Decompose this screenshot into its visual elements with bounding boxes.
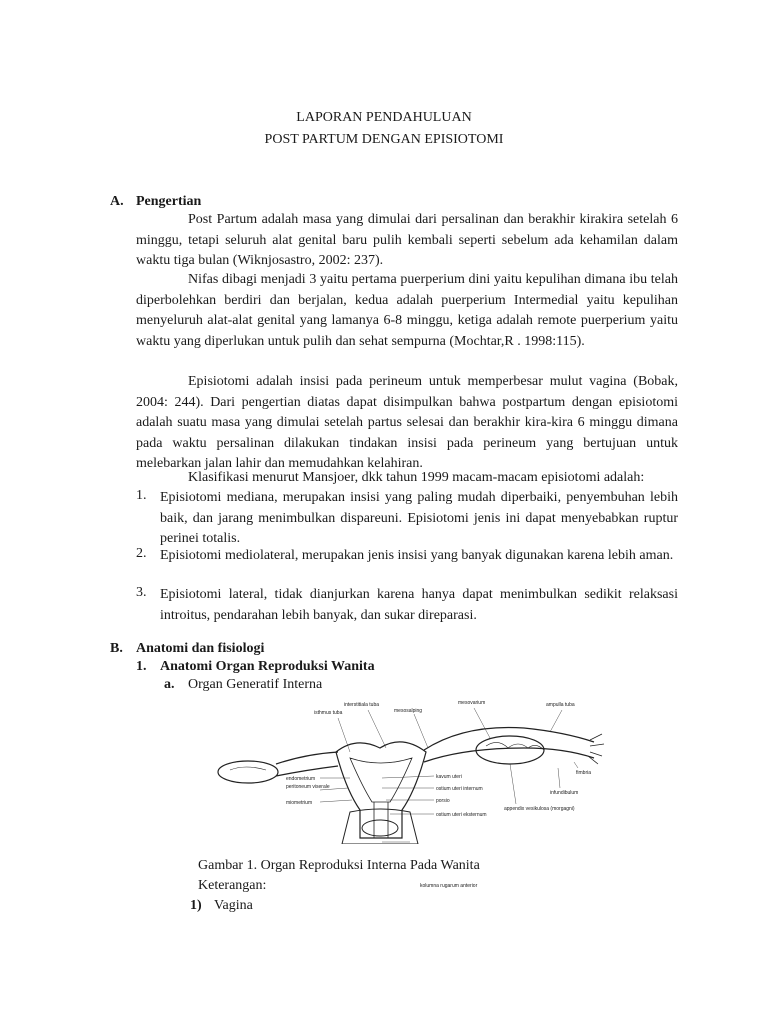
label-peritoneum: peritoneum viserale xyxy=(286,784,330,790)
paragraph-episiotomi: Episiotomi adalah insisi pada perineum untuk memperbesar mulut vagina (Bobak, 2004: 244). Dari pengertian diatas dapat disimpulkan bahwa postpartum dengan episiotomi adalah suatu masa yang dimulai setelah partus selesai dan berakhir kira-kira 6 minggu dimana pada waktu persalinan dilakukan tindakan insisi pada perineum yang bertujuan untuk melebarkan jalan lahir dan memudahkan kelahiran. xyxy=(136,374,678,471)
label-appendix: appendix vesikulosa (morgagni) xyxy=(504,806,575,812)
paragraph-nifas: Nifas dibagi menjadi 3 yaitu pertama puerperium dini yaitu kepulihan dimana ibu telah diperbolehkan berdiri dan berjalan, kedua adalah puerperium Intermedial yaitu kepulihan menyeluruh alat-alat genital yang lamanya 6-8 minggu, ketiga adalah remote puerperium yaitu waktu yang diperlukan untuk pulih dan sehat sempurna (Mochtar,R . 1998:115). xyxy=(136,272,678,349)
paragraph-post-partum: Post Partum adalah masa yang dimulai dari persalinan dan berakhir kirakira setelah 6 minggu, tetapi seluruh alat genital baru pulih kembali seperti sebelum ada kehamilan dalam waktu tiga bulan (Wiknjosastro, 2002: 237). xyxy=(136,212,678,268)
label-ampulla: ampulla tuba xyxy=(546,702,575,708)
document-subtitle: POST PARTUM DENGAN EPISIOTOMI xyxy=(264,132,504,147)
label-mesosalping: mesosalping xyxy=(394,708,423,714)
list-item-mediolateral: Episiotomi mediolateral, merupakan jenis insisi yang banyak digunakan karena lebih aman. xyxy=(160,548,674,563)
list-item-mediana: Episiotomi mediana, merupakan insisi yang paling mudah diperbaiki, penyembuhan lebih baik, dan jarang menimbulkan dispareuni. Episiotomi jenis ini dapat menyebabkan ruptur perinei totalis. xyxy=(160,490,678,546)
label-fimbria: fimbria xyxy=(576,770,592,776)
list-item-lateral: Episiotomi lateral, tidak dianjurkan karena hanya dapat menimbulkan sedikit relaksasi introitus, pendarahan lebih banyak, dan sukar direparasi. xyxy=(160,587,678,623)
document-title: LAPORAN PENDAHULUAN xyxy=(296,110,472,125)
paragraph-klasifikasi: Klasifikasi menurut Mansjoer, dkk tahun 1999 macam-macam episiotomi adalah: xyxy=(188,470,645,485)
subsection-1-heading: Anatomi Organ Reproduksi Wanita xyxy=(160,659,375,674)
list-number-1: 1. xyxy=(136,488,147,503)
subsection-1-number: 1. xyxy=(136,659,147,674)
label-interstitialis: interstitiala tuba xyxy=(344,702,380,708)
uterus-anatomy-figure xyxy=(210,692,610,844)
left-tube-shape xyxy=(276,752,338,764)
label-isthmus: isthmus tuba xyxy=(314,710,343,716)
subsection-a-text: Organ Generatif Interna xyxy=(188,677,323,692)
figure-label-strip xyxy=(380,878,520,890)
left-ovary-shape xyxy=(218,761,278,783)
label-infundibulum: infundibulum xyxy=(550,790,579,796)
list-number-3: 3. xyxy=(136,585,147,600)
label-miometrium: miometrium xyxy=(286,800,313,806)
section-a-heading: Pengertian xyxy=(136,194,202,209)
item-1-number: 1) xyxy=(190,898,202,913)
subsection-a-letter: a. xyxy=(164,677,175,692)
label-mesovarium: mesovarium xyxy=(458,700,486,706)
right-tube-shape xyxy=(424,727,594,750)
label-porsio: porsio xyxy=(436,798,450,804)
list-number-2: 2. xyxy=(136,546,147,561)
item-1-text: Vagina xyxy=(214,898,253,913)
section-a-letter: A. xyxy=(110,194,124,209)
label-ostium-eksternum: ostium uteri eksternum xyxy=(436,812,487,818)
keterangan-label: Keterangan: xyxy=(198,878,267,893)
figure-caption: Gambar 1. Organ Reproduksi Interna Pada Wanita xyxy=(198,858,480,873)
section-b-heading: Anatomi dan fisiologi xyxy=(136,641,265,656)
label-endometrium: endometrium xyxy=(286,776,316,782)
label-ostium-internum: ostium uteri internum xyxy=(436,786,483,792)
label-kavum: kavum uteri xyxy=(436,774,462,780)
label-kolumna: kolumna rugarum anterior xyxy=(420,883,478,889)
section-b-letter: B. xyxy=(110,641,123,656)
